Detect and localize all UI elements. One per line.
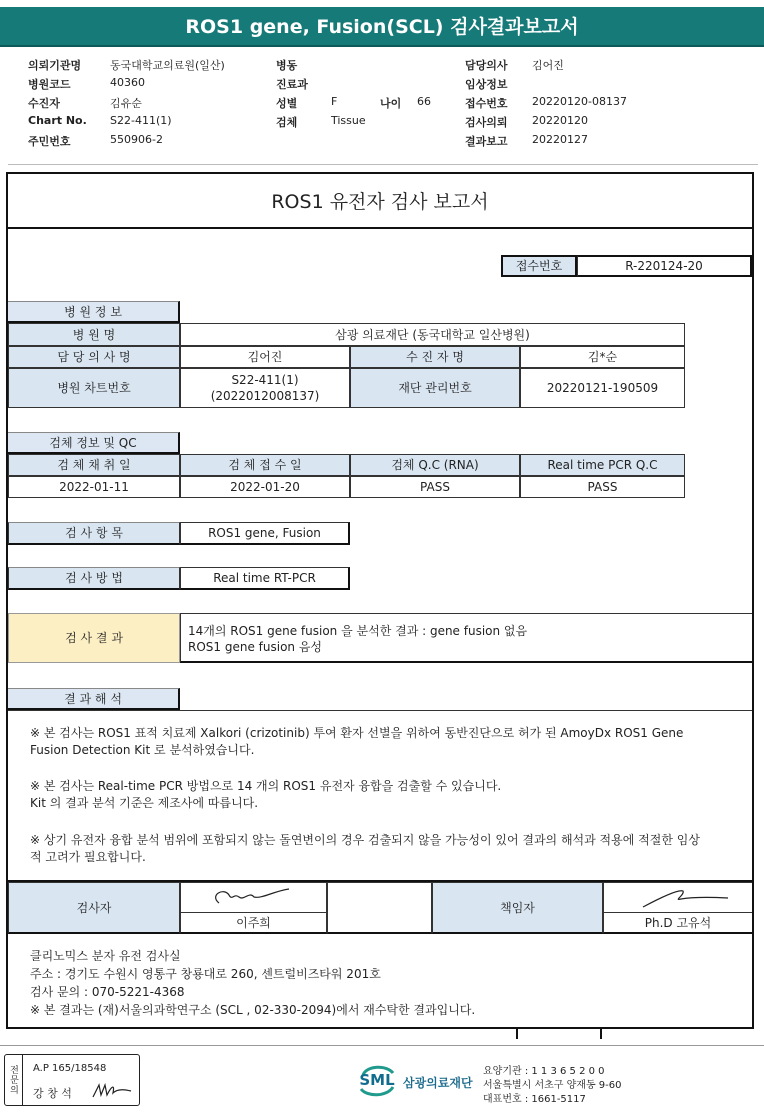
header-field-value: 20220120 xyxy=(532,114,588,127)
header-field-label: Chart No. xyxy=(28,114,87,127)
header-field xyxy=(465,57,564,73)
patient-value: 김*순 xyxy=(520,346,685,368)
lab-address: 주소 : 경기도 수원시 영통구 창룡대로 260, 센트럴비즈타워 201호 xyxy=(30,967,381,981)
interpretation-line: ※ 본 검사는 Real-time PCR 방법으로 14 개의 ROS1 유전자 융합을 검출할 수 있습니다. xyxy=(30,779,502,793)
report-title: ROS1 유전자 검사 보고서 xyxy=(8,174,752,229)
lab-name: 클리노믹스 분자 유전 검사실 xyxy=(30,949,181,963)
header-field xyxy=(276,95,337,111)
receipt-label: 접수번호 xyxy=(501,255,577,277)
chart-number-label: 병원 차트번호 xyxy=(8,368,180,408)
responsible-name: Ph.D 고유석 xyxy=(603,912,752,934)
rna-qc-value: PASS xyxy=(350,476,520,498)
header-field-label: 검사의뢰 xyxy=(465,116,508,129)
pcr-qc-label: Real time PCR Q.C xyxy=(520,454,685,476)
interpretation-line: ※ 상기 유전자 융합 분석 범위에 포함되지 않는 돌연변이의 경우 검출되지 않을 가능성이 있어 결과의 해석과 적용에 적절한 임상 xyxy=(30,833,700,847)
header-field xyxy=(276,76,331,92)
pathologist-name: 강 창 석 xyxy=(33,1087,72,1100)
header-field-value: 김유순 xyxy=(110,97,142,110)
hospital-section-header: 병 원 정 보 xyxy=(8,301,180,323)
test-result-value: 14개의 ROS1 gene fusion 을 분석한 결과 : gene fusion 없음 ROS1 gene fusion 음성 xyxy=(180,613,752,663)
age-value: 66 xyxy=(417,95,431,108)
receipt-date-value: 2022-01-20 xyxy=(180,476,350,498)
header-field-value: 20220120-08137 xyxy=(532,95,627,108)
header-field-label: 성별 xyxy=(276,97,298,110)
collection-date-value: 2022-01-11 xyxy=(8,476,180,498)
header-field-value: Tissue xyxy=(331,114,366,127)
interpretation-section-header: 결 과 해 석 xyxy=(8,688,180,710)
header-field xyxy=(28,57,225,73)
header-field xyxy=(465,114,588,130)
specialist-label: 전문의 xyxy=(5,1055,23,1105)
bottom-separator xyxy=(0,1045,764,1046)
header-field xyxy=(28,95,142,111)
foundation-number-value: 20220121-190509 xyxy=(520,368,685,408)
lab-contact: 검사 문의 : 070-5221-4368 xyxy=(30,985,185,999)
header-field-label: 결과보고 xyxy=(465,135,508,148)
test-method-value: Real time RT-PCR xyxy=(180,567,350,590)
patient-label: 수 진 자 명 xyxy=(350,346,520,368)
header-field-value: 김어진 xyxy=(532,59,564,72)
header-field-label: 병원코드 xyxy=(28,78,71,91)
foundation-number-label: 재단 관리번호 xyxy=(350,368,520,408)
hospital-name-label: 병 원 명 xyxy=(8,323,180,346)
header-field-value: 20220127 xyxy=(532,133,588,146)
receipt-date-label: 검 체 접 수 일 xyxy=(180,454,350,476)
header-field xyxy=(465,133,588,149)
header-field xyxy=(465,76,532,92)
org-address: 서울특별시 서초구 양재동 9-60 xyxy=(483,1080,622,1091)
header-field-label: 진료과 xyxy=(276,78,308,91)
responsible-label: 책임자 xyxy=(432,882,603,934)
doctor-stamp xyxy=(4,1054,140,1106)
header-separator xyxy=(8,164,758,165)
test-result-label: 검 사 결 과 xyxy=(8,613,180,663)
org-phone: 대표번호 : 1661-5117 xyxy=(483,1094,586,1105)
doctor-value: 김어진 xyxy=(180,346,350,368)
examiner-label: 검사자 xyxy=(8,882,180,934)
header-field-label: 임상정보 xyxy=(465,78,508,91)
header-field xyxy=(28,76,145,92)
sml-logo-icon xyxy=(357,1063,397,1097)
header-field-value: F xyxy=(331,95,338,108)
header-field-label: 의뢰기관명 xyxy=(28,59,82,72)
header-field xyxy=(276,114,366,130)
interpretation-line: Kit 의 결과 분석 기준은 제조사에 따릅니다. xyxy=(30,796,259,810)
hospital-name-value: 삼광 의료재단 (동국대학교 일산병원) xyxy=(180,323,685,346)
sml-logo-text: SML xyxy=(359,1071,395,1089)
test-method-label: 검 사 방 법 xyxy=(8,567,180,590)
interpretation-line: 적 고려가 필요합니다. xyxy=(30,850,146,864)
ap-number: A.P 165/18548 xyxy=(33,1063,107,1074)
specimen-section-header: 검체 정보 및 QC xyxy=(8,432,180,454)
responsible-signature xyxy=(603,882,752,912)
header-field-value: 동국대학교의료원(일산) xyxy=(110,59,225,72)
test-item-label: 검 사 항 목 xyxy=(8,522,180,545)
header-field xyxy=(28,133,163,149)
doctor-label: 담 당 의 사 명 xyxy=(8,346,180,368)
header-field xyxy=(28,114,172,127)
header-field-value: 40360 xyxy=(110,76,145,89)
blank-cell xyxy=(327,882,432,934)
header-field xyxy=(276,57,331,73)
examiner-signature xyxy=(180,882,327,912)
header-field-label: 주민번호 xyxy=(28,135,71,148)
receipt-value: R-220124-20 xyxy=(577,255,752,277)
collection-date-label: 검 체 채 취 일 xyxy=(8,454,180,476)
org-name: 삼광의료재단 xyxy=(403,1076,473,1090)
interpretation-line: Fusion Detection Kit 로 분석하였습니다. xyxy=(30,743,255,757)
page-title: ROS1 gene, Fusion(SCL) 검사결과보고서 xyxy=(0,7,764,47)
age-label: 나이 xyxy=(380,97,402,110)
frame-tail xyxy=(516,1029,602,1039)
header-field-label: 접수번호 xyxy=(465,97,508,110)
header-field xyxy=(465,95,627,111)
pcr-qc-value: PASS xyxy=(520,476,685,498)
header-field-label: 검체 xyxy=(276,116,298,129)
header-field-label: 담당의사 xyxy=(465,59,508,72)
institution-code: 요양기관 : 1 1 3 6 5 2 0 0 xyxy=(483,1066,605,1077)
examiner-name: 이주희 xyxy=(180,912,327,934)
pathologist-signature xyxy=(89,1079,135,1101)
interpretation-divider xyxy=(8,710,752,711)
interpretation-line: ※ 본 검사는 ROS1 표적 치료제 Xalkori (crizotinib) 투여 환자 선별을 위하여 동반진단으로 허가 된 AmoyDx ROS1 Gene xyxy=(30,726,684,740)
lab-note: ※ 본 결과는 (재)서울의과학연구소 (SCL , 02-330-2094)에서 재수탁한 결과입니다. xyxy=(30,1003,476,1017)
header-field-label: 수진자 xyxy=(28,97,60,110)
header-field-label: 병동 xyxy=(276,59,298,72)
header-field-value: S22-411(1) xyxy=(110,114,172,127)
test-item-value: ROS1 gene, Fusion xyxy=(180,522,350,545)
header-field-value: 550906-2 xyxy=(110,133,163,146)
rna-qc-label: 검체 Q.C (RNA) xyxy=(350,454,520,476)
chart-number-value: S22-411(1) (2022012008137) xyxy=(180,368,350,408)
